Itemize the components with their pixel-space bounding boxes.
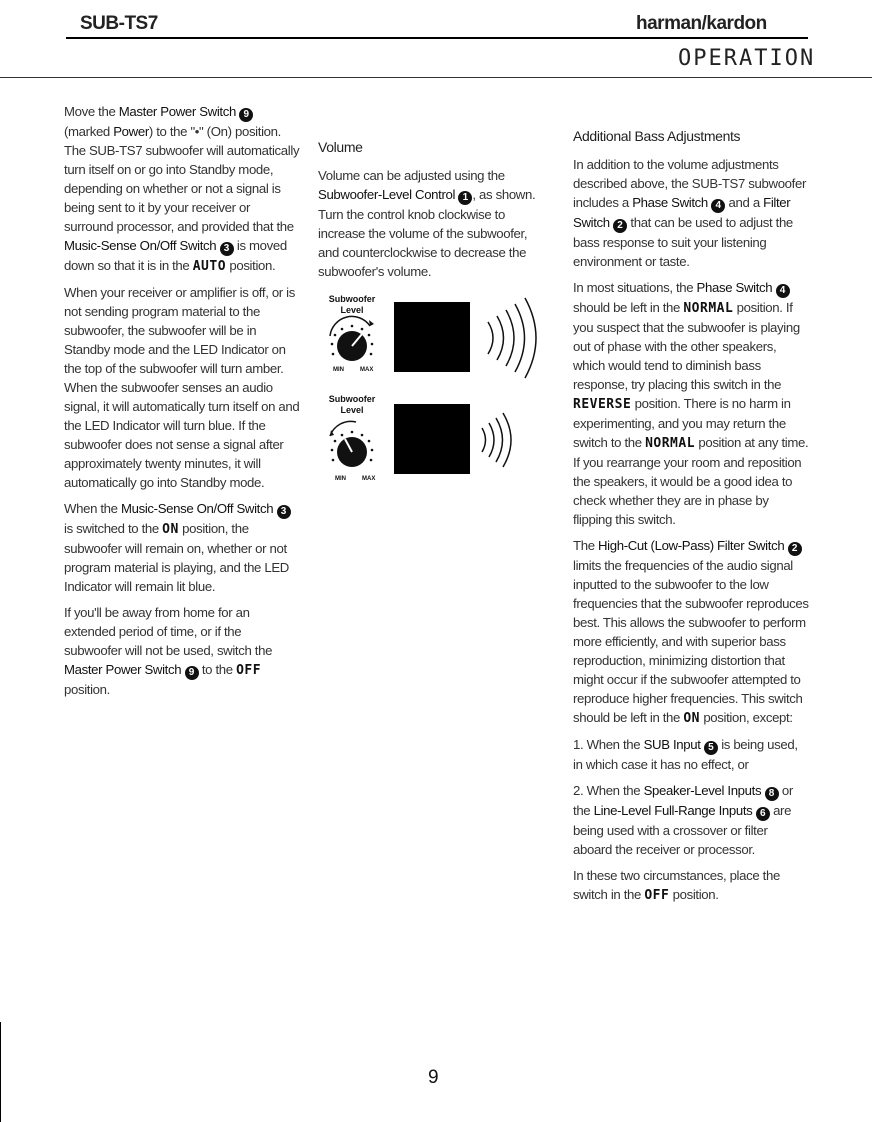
section-title: OPERATION: [678, 46, 816, 71]
svg-text:MIN: MIN: [333, 367, 344, 373]
figure-label: Subwoofer Level: [328, 294, 376, 315]
paragraph-music-sense: When the Music-Sense On/Off Switch 3 is switched to the ON position, the subwoofer will remain on, whether or not program material is playing, and the LED Indicator will remain lit blue.: [64, 501, 289, 594]
column-right: [573, 127, 809, 912]
callout-5-icon: 5: [704, 741, 718, 755]
svg-text:MAX: MAX: [362, 476, 376, 482]
page-edge-line: [0, 1022, 1, 1122]
callout-9-icon: 9: [239, 108, 253, 122]
subwoofer-box: [394, 302, 470, 372]
list-item: 2. When the Speaker-Level Inputs 8 or the Line-Level Full-Range Inputs 6 are being used with a crossover or filter aboard the receiver or processor.: [573, 783, 793, 857]
brand-name: harman/kardon: [636, 13, 767, 34]
callout-9-icon: 9: [185, 666, 199, 680]
page-number: 9: [428, 1067, 439, 1088]
paragraph-away: If you'll be away from home for an extended period of time, or if the subwoofer will not be used, switch the Master Power Switch 9 to the OFF position.: [64, 605, 273, 697]
subwoofer-box: [394, 404, 470, 474]
column-left: [64, 102, 300, 706]
paragraph-master-power: Move the Master Power Switch 9 (marked Power) to the "•" (On) position. The SUB-TS7 subwoofer will automatically turn itself on or go into Standby mode, depending on whether or not a signal is being sent to it by your receiver or surround processor, and provided that the Music-Sense On/Off Switch 3 is moved down so that it is in the AUTO position.: [64, 104, 300, 274]
callout-2-icon: 2: [613, 219, 627, 233]
volume-heading: Volume: [318, 139, 363, 155]
figure-level-high: [322, 294, 552, 394]
header-rule: [66, 37, 808, 39]
paragraph-standby: When your receiver or amplifier is off, or is not sending program material to the subwoofer, the subwoofer will be in Standby mode and the LED Indicator on the top of the subwoofer will turn amber. When the subwoofer senses an audio signal, it will automatically turn itself on and the LED Indicator will turn blue. If the subwoofer does not sense a signal after approximately twenty minutes, it will automatically go into Standby mode.: [64, 285, 300, 490]
callout-4-icon: 4: [711, 199, 725, 213]
paragraph-circumstances: In these two circumstances, place the switch in the OFF position.: [573, 868, 780, 903]
section-rule: [0, 77, 872, 78]
callout-3-icon: 3: [277, 505, 291, 519]
callout-8-icon: 8: [765, 787, 779, 801]
column-middle: [318, 138, 536, 288]
callout-2-icon: 2: [788, 542, 802, 556]
paragraph-volume: Volume can be adjusted using the Subwoofer-Level Control 1 , as shown. Turn the control knob clockwise to increase the volume of the subwoofer, and counterclockwise to decrease the subwoofer's volume.: [318, 168, 536, 279]
model-name: SUB-TS7: [80, 13, 158, 34]
figure-label: Subwoofer Level: [328, 394, 376, 415]
callout-4-icon: 4: [776, 284, 790, 298]
svg-text:MAX: MAX: [360, 367, 374, 373]
paragraph-bass-intro: In addition to the volume adjustments described above, the SUB-TS7 subwoofer includes a Phase Switch 4 and a Filter Switch 2 that can be used to adjust the bass response to suit your listening environment or taste.: [573, 157, 807, 269]
figure-level-low: [322, 394, 552, 494]
list-item: 1. When the SUB Input 5 is being used, in which case it has no effect, or: [573, 737, 798, 772]
svg-text:MIN: MIN: [335, 476, 346, 482]
callout-3-icon: 3: [220, 242, 234, 256]
callout-1-icon: 1: [458, 191, 472, 205]
callout-6-icon: 6: [756, 807, 770, 821]
paragraph-phase: In most situations, the Phase Switch 4 should be left in the NORMAL position. If you suspect that the subwoofer is playing out of phase with the other speakers, which would tend to diminish bass response, try placing this switch in the REVERSE position. There is no harm in experimenting, and you may return the switch to the NORMAL position at any time. If you rearrange your room and reposition the speakers, it would be a good idea to check whether they are in phase by flipping this switch.: [573, 280, 809, 527]
paragraph-filter: The High-Cut (Low-Pass) Filter Switch 2 limits the frequencies of the audio signal inputted to the subwoofer to the low frequencies that the subwoofer reproduces best. This allows the subwoofer to perform more efficiently, and with superior bass reproduction, minimizing distortion that might occur if the subwoofer attempted to reproduce higher frequencies. This switch should be left in the ON position, except:: [573, 538, 809, 726]
bass-heading: Additional Bass Adjustments: [573, 128, 741, 144]
